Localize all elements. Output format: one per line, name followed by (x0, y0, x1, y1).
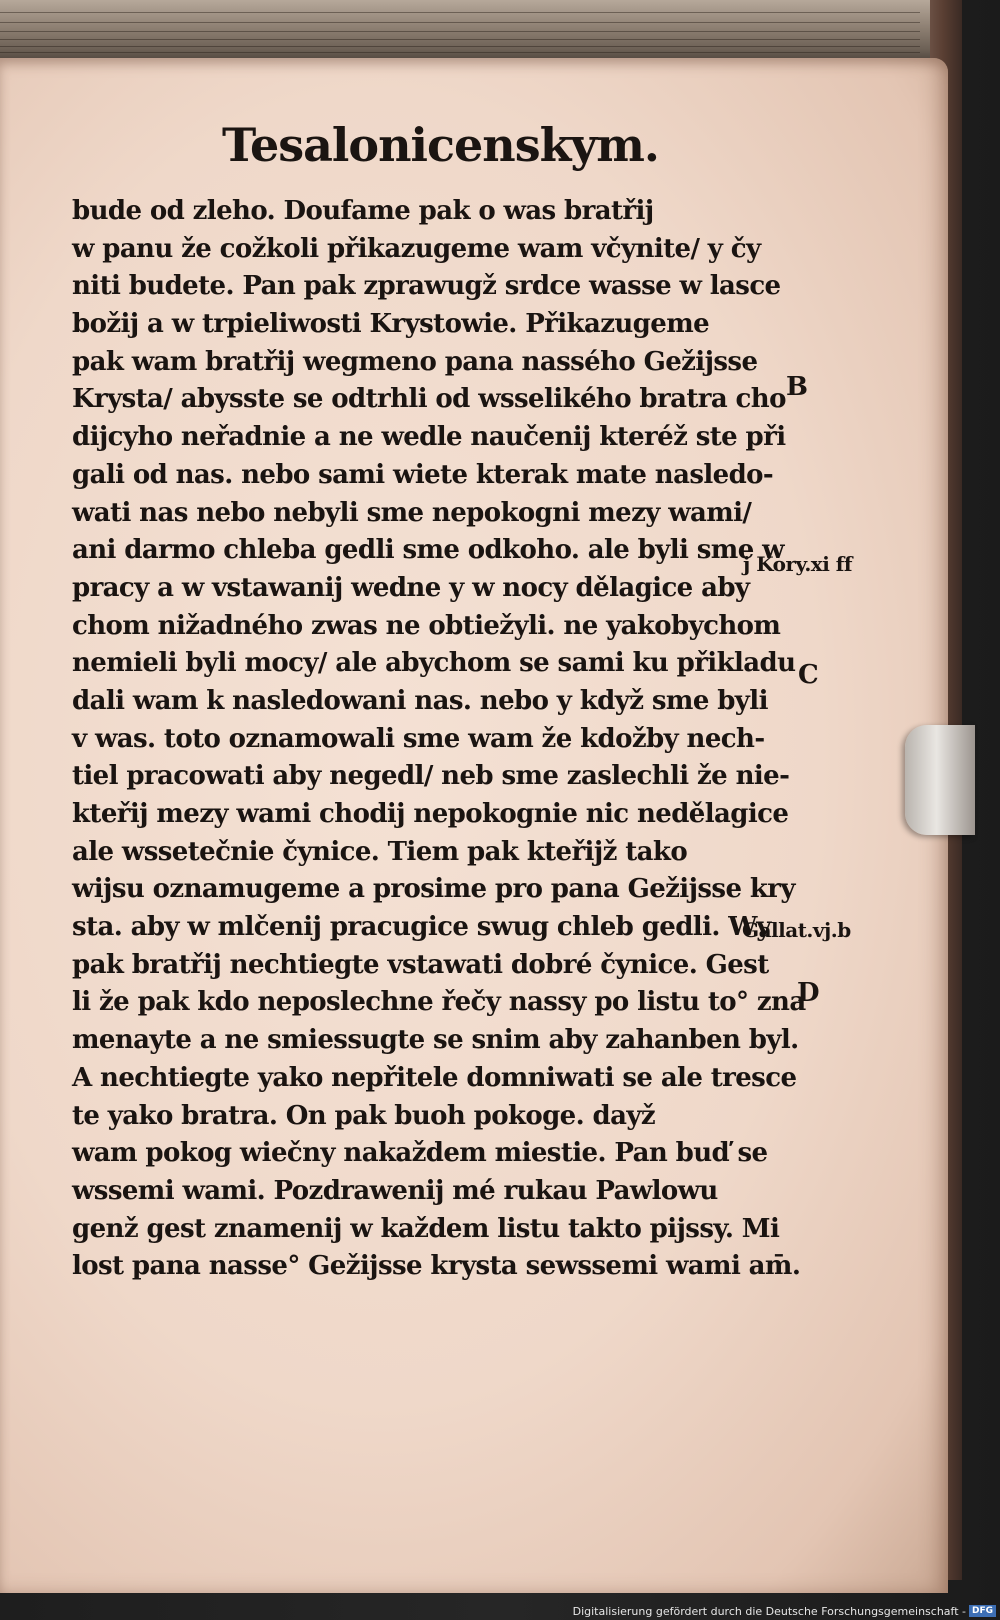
page-leaf (0, 22, 920, 23)
dfg-logo: DFG (969, 1605, 996, 1617)
text-line: tiel pracowati aby negedl/ neb sme zaslechli že nie- (72, 761, 790, 792)
page-leaf (0, 31, 920, 32)
digitization-credit: Digitalisierung gefördert durch die Deutsche Forschungsgemeinschaft - (572, 1605, 966, 1618)
text-line: Krysta/ abysste se odtrhli od wsselikého bratra cho (72, 384, 786, 415)
text-line: pak bratřij nechtiegte vstawati dobré čynice. Gest (72, 949, 769, 980)
text-line: pak wam bratřij wegmeno pana nassého Gežijsse (72, 346, 758, 377)
text-line: sta. aby w mlčenij pracugice swug chleb gedli. Wy (72, 912, 771, 943)
text-line: božij a w trpieliwosti Krystowie. Přikazugeme (72, 309, 710, 340)
text-line: nemieli byli mocy/ ale abychom se sami ku přikladu (72, 648, 796, 679)
text-line: lost pana nasse° Gežijsse krysta sewssemi wami am̄. (72, 1251, 801, 1282)
text-line: ale wssetečnie čynice. Tiem pak kteřijž tako (72, 836, 688, 867)
text-line: niti budete. Pan pak zprawugž srdce wasse w lasce (72, 271, 781, 302)
text-line: gali od nas. nebo sami wiete kterak mate nasledo- (72, 459, 774, 490)
text-line: dali wam k nasledowani nas. nebo y když sme byli (72, 685, 768, 716)
text-line: bude od zleho. Doufame pak o was bratřij (72, 196, 654, 226)
text-line: A nechtiegte yako nepřitele domniwati se ale tresce (72, 1062, 797, 1093)
margin-letter-b: B (786, 372, 808, 402)
text-line: wijsu oznamugeme a prosime pro pana Gežijsse kry (72, 874, 795, 905)
text-line: te yako bratra. On pak buoh pokoge. dayž (72, 1100, 656, 1131)
page-leaf (0, 46, 920, 47)
margin-reference-korinthians: j Kory.xi ff (743, 552, 852, 576)
text-line: menayte a ne smiessugte se snim aby zahanben byl. (72, 1025, 799, 1056)
text-line: kteřij mezy wami chodij nepokognie nic nedělagice (72, 799, 789, 829)
text-line: v was. toto oznamowali sme wam že kdožby nech- (72, 723, 765, 754)
text-line: genž gest znamenij w každem listu takto pijssy. Mi (72, 1213, 780, 1244)
page-leaf (0, 12, 920, 13)
margin-letter-c: C (798, 660, 819, 690)
margin-letter-d: D (797, 978, 820, 1008)
text-line: li že pak kdo neposlechne řečy nassy po listu to° zna (72, 987, 806, 1018)
text-line: pracy a w vstawanij wedne y w nocy dělagice aby (72, 572, 750, 603)
text-line: chom nižadného zwas ne obtiežyli. ne yakobychom (72, 610, 781, 641)
page-heading: Tesalonicenskym. (222, 118, 659, 172)
page-clip (905, 725, 975, 835)
text-line: ani darmo chleba gedli sme odkoho. ale byli sme w (72, 535, 784, 566)
text-line: wati nas nebo nebyli sme nepokogni mezy wami/ (72, 497, 752, 528)
page-leaf (0, 52, 920, 53)
text-line: wssemi wami. Pozdrawenij mé rukau Pawlowu (72, 1175, 718, 1206)
page-leaf (0, 39, 920, 40)
margin-reference-galatians: Gallat.vj.b (742, 918, 851, 942)
text-line: wam pokog wiečny nakaždem miestie. Pan buď se (72, 1138, 768, 1169)
text-line: dijcyho neřadnie a ne wedle naučenij kteréž ste při (72, 422, 786, 453)
text-line: w panu že cožkoli přikazugeme wam včynite/ y čy (72, 233, 761, 264)
